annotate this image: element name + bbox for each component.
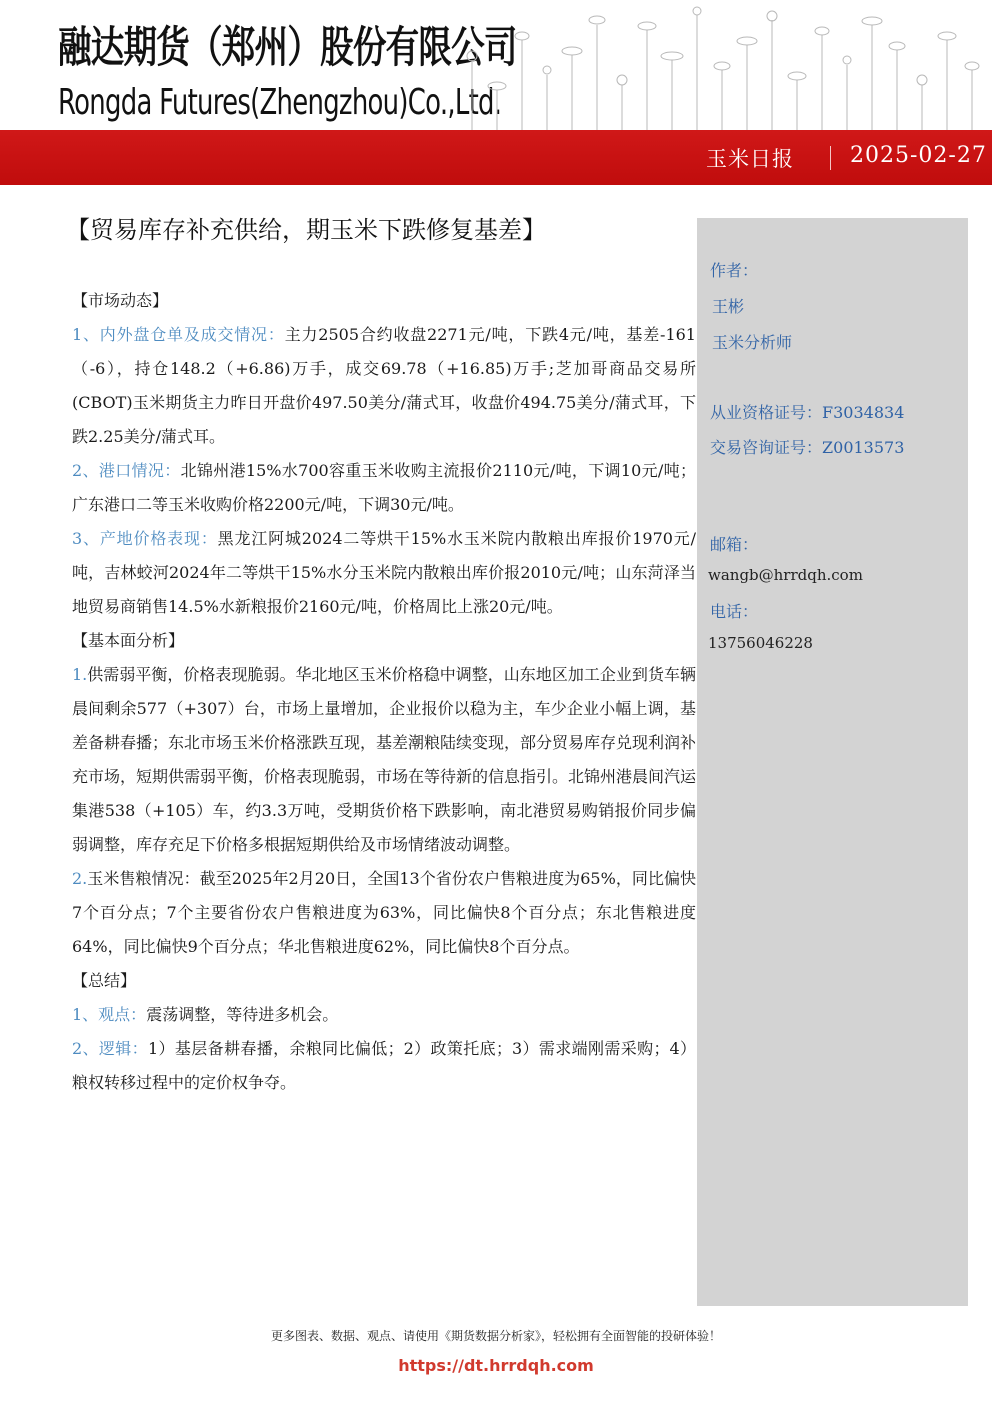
author-name: 王彬 <box>712 297 745 316</box>
author-label: 作者： <box>710 261 759 280</box>
market-item <box>72 318 696 454</box>
report-date: 2025-02-27 <box>850 143 987 168</box>
footer-link[interactable]: https://dt.hrrdqh.com <box>398 1356 594 1375</box>
market-item-label: 2、港口情况： <box>72 461 181 480</box>
consult-label: 交易咨询证号： <box>710 438 823 457</box>
company-name-cn: 融达期货（郑州）股份有限公司 <box>58 23 517 73</box>
header-band <box>0 130 992 185</box>
fundamentals-item <box>72 658 696 862</box>
fundamentals-item-label: 2. <box>72 869 88 888</box>
phone-label: 电话： <box>710 602 759 621</box>
market-item-text: 北锦州港15%水700容重玉米收购主流报价2110元/吨，下调10元/吨；广东港口二等玉米收购价格2200元/吨，下调30元/吨。 <box>72 461 696 514</box>
report-headline: 【贸易库存补充供给，期玉米下跌修复基差】 <box>66 216 546 244</box>
decorative-lines-graphic <box>452 0 992 130</box>
email-value[interactable]: wangb@hrrdqh.com <box>708 566 863 584</box>
license-value: F3034834 <box>822 403 905 422</box>
phone-value: 13756046228 <box>708 634 813 652</box>
fundamentals-item-text: 供需弱平衡，价格表现脆弱。华北地区玉米价格稳中调整，山东地区加工企业到货车辆晨间剩余577（+307）台，市场上量增加，企业报价以稳为主，车少企业小幅上调，基差备耕春播；东北市场玉米价格涨跌互现，基差潮粮陆续变现，部分贸易库存兑现利润补充市场，短期供需弱平衡，价格表现脆弱，市场在等待新的信息指引。北锦州港晨间汽运集港538（+105）车，约3.3万吨，受期货价格下跌影响，南北港贸易购销报价同步偏弱调整，库存充足下价格多根据短期供给及市场情绪波动调整。 <box>72 665 697 854</box>
market-item-text: 黑龙江阿城2024二等烘干15%水玉米院内散粮出库报价1970元/吨，吉林蛟河2024年二等烘干15%水分玉米院内散粮出库价报2010元/吨；山东菏泽当地贸易商销售14.5%水新粮报价2160元/吨，价格周比上涨20元/吨。 <box>72 529 696 616</box>
market-item <box>72 522 696 624</box>
email-label: 邮箱： <box>710 535 759 554</box>
main-content <box>72 284 696 1100</box>
market-item <box>72 454 696 522</box>
author-title: 玉米分析师 <box>712 333 793 352</box>
summary-item <box>72 1032 696 1100</box>
fundamentals-item-text: 玉米售粮情况：截至2025年2月20日，全国13个省份农户售粮进度为65%，同比偏快7个百分点；7个主要省份农户售粮进度为63%，同比偏快8个百分点；东北售粮进度64%，同比偏快9个百分点；华北售粮进度62%，同比偏快8个百分点。 <box>72 869 696 956</box>
consult-value: Z0013573 <box>822 438 905 457</box>
band-divider <box>830 146 831 170</box>
summary-item-label: 1、观点： <box>72 1005 147 1024</box>
company-name-en: Rongda Futures(Zhengzhou)Co.,Ltd. <box>58 82 502 123</box>
summary-item-label: 2、逻辑： <box>72 1039 148 1058</box>
consult-number <box>710 435 904 458</box>
footer-note: 更多图表、数据、观点、请使用《期货数据分析家》，轻松拥有全面智能的投研体验！ <box>270 1329 721 1343</box>
license-number <box>710 400 904 423</box>
fundamentals-item-label: 1. <box>72 665 88 684</box>
summary-item <box>72 998 696 1032</box>
summary-item-text: 震荡调整，等待进多机会。 <box>146 1005 339 1024</box>
summary-item-text: 1）基层备耕春播，余粮同比偏低；2）政策托底；3）需求端刚需采购；4）粮权转移过程中的定价权争夺。 <box>72 1039 696 1092</box>
market-item-label: 1、内外盘仓单及成交情况： <box>72 325 285 344</box>
market-item-label: 3、产地价格表现： <box>72 529 218 548</box>
section-title-summary: 【总结】 <box>72 971 137 990</box>
section-title-market: 【市场动态】 <box>72 291 169 310</box>
market-item-text: 主力2505合约收盘2271元/吨，下跌4元/吨，基差-161（-6），持仓148.2（+6.86)万手，成交69.78（+16.85)万手;芝加哥商品交易所(CBOT)玉米期货主力昨日开盘价497.50美分/蒲式耳，收盘价494.75美分/蒲式耳，下跌2.25美分/蒲式耳。 <box>72 325 696 446</box>
fundamentals-item <box>72 862 696 964</box>
report-type: 玉米日报 <box>706 147 794 171</box>
section-title-fundamentals: 【基本面分析】 <box>72 631 185 650</box>
author-sidebar <box>697 218 968 1306</box>
license-label: 从业资格证号： <box>710 403 823 422</box>
report-header <box>0 0 992 130</box>
